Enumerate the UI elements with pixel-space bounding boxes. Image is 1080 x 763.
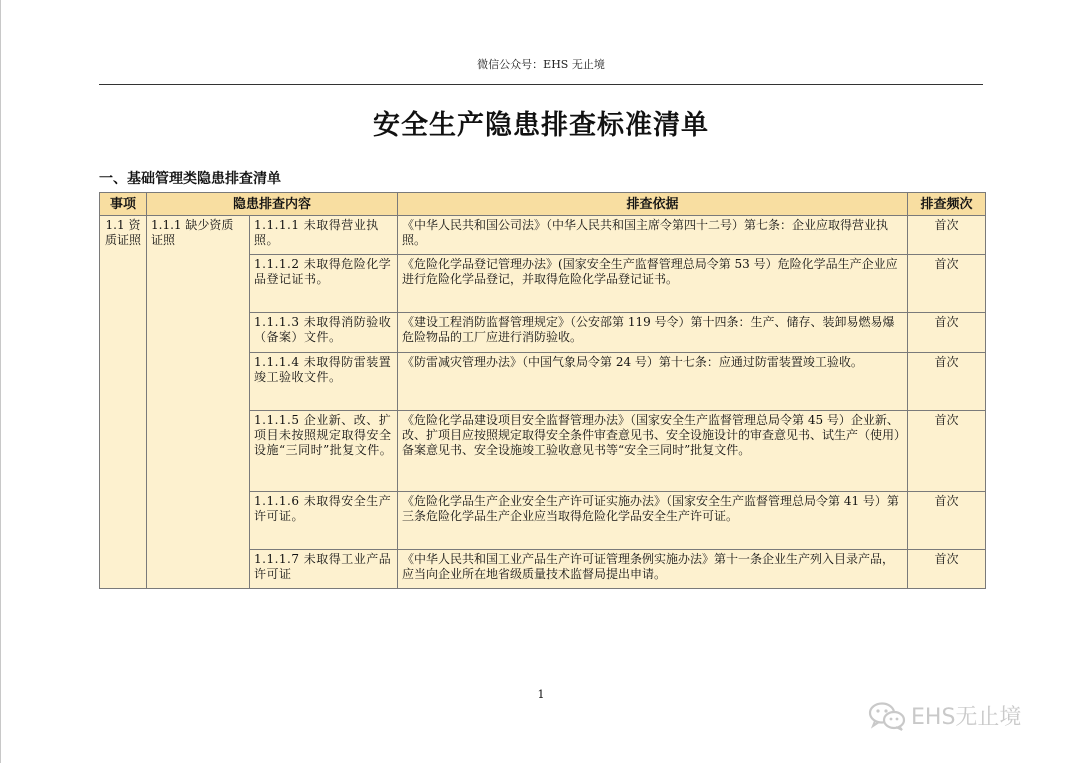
hazard-item-cell: 1.1.1.3 未取得消防验收（备案）文件。 [250,313,398,353]
frequency-cell: 首次 [908,411,986,492]
running-header: 微信公众号：EHS 无止境 [477,58,605,71]
table-header-row [100,193,986,216]
page-number: 1 [537,688,545,701]
watermark [867,700,1021,731]
hazard-item-cell: 1.1.1.7 未取得工业产品许可证 [250,550,398,589]
category-cell: 1.1 资质证照 [100,216,147,589]
frequency-cell: 首次 [908,255,986,313]
hazard-checklist-table [99,192,986,589]
hazard-item-cell: 1.1.1.5 企业新、改、扩项目未按照规定取得安全设施“三同时”批复文件。 [250,411,398,492]
hazard-item-cell: 1.1.1.6 未取得安全生产许可证。 [250,492,398,550]
frequency-cell: 首次 [908,353,986,411]
watermark-text: EHS无止境 [911,705,1022,730]
wechat-icon [867,701,907,731]
column-header-content: 隐患排查内容 [147,193,398,216]
basis-cell: 《危险化学品生产企业安全生产许可证实施办法》（国家安全生产监督管理总局令第 41 号）第三条危险化学品生产企业应当取得危险化学品安全生产许可证。 [398,492,908,550]
hazard-item-cell: 1.1.1.4 未取得防雷装置竣工验收文件。 [250,353,398,411]
hazard-item-cell: 1.1.1.2 未取得危险化学品登记证书。 [250,255,398,313]
basis-cell: 《中华人民共和国工业产品生产许可证管理条例实施办法》第十一条企业生产列入目录产品，应当向企业所在地省级质量技术监督局提出申请。 [398,550,908,589]
header-rule [99,84,983,85]
column-header-basis: 排查依据 [398,193,908,216]
frequency-cell: 首次 [908,550,986,589]
frequency-cell: 首次 [908,492,986,550]
table-row [100,216,986,255]
hazard-item-cell: 1.1.1.1 未取得营业执照。 [250,216,398,255]
basis-cell: 《危险化学品登记管理办法》(国家安全生产监督管理总局令第 53 号）危险化学品生产企业应进行危险化学品登记，并取得危险化学品登记证书。 [398,255,908,313]
frequency-cell: 首次 [908,313,986,353]
basis-cell: 《中华人民共和国公司法》（中华人民共和国主席令第四十二号）第七条：企业应取得营业执照。 [398,216,908,255]
frequency-cell: 首次 [908,216,986,255]
column-header-frequency: 排查频次 [908,193,986,216]
subcategory-cell: 1.1.1 缺少资质证照 [147,216,250,589]
document-title: 安全生产隐患排查标准清单 [373,110,709,141]
column-header-item: 事项 [100,193,147,216]
basis-cell: 《防雷减灾管理办法》（中国气象局令第 24 号）第十七条：应通过防雷装置竣工验收。 [398,353,908,411]
basis-cell: 《建设工程消防监督管理规定》（公安部第 119 号令）第十四条：生产、储存、装卸易燃易爆危险物品的工厂应进行消防验收。 [398,313,908,353]
section-heading: 一、基础管理类隐患排查清单 [99,171,281,187]
basis-cell: 《危险化学品建设项目安全监督管理办法》（国家安全生产监督管理总局令第 45 号）企业新、改、扩项目应按照规定取得安全条件审查意见书、安全设施设计的审查意见书、试生产（使用）备案意见书、安全设施竣工验收意见书等“安全三同时”批复文件。 [398,411,908,492]
